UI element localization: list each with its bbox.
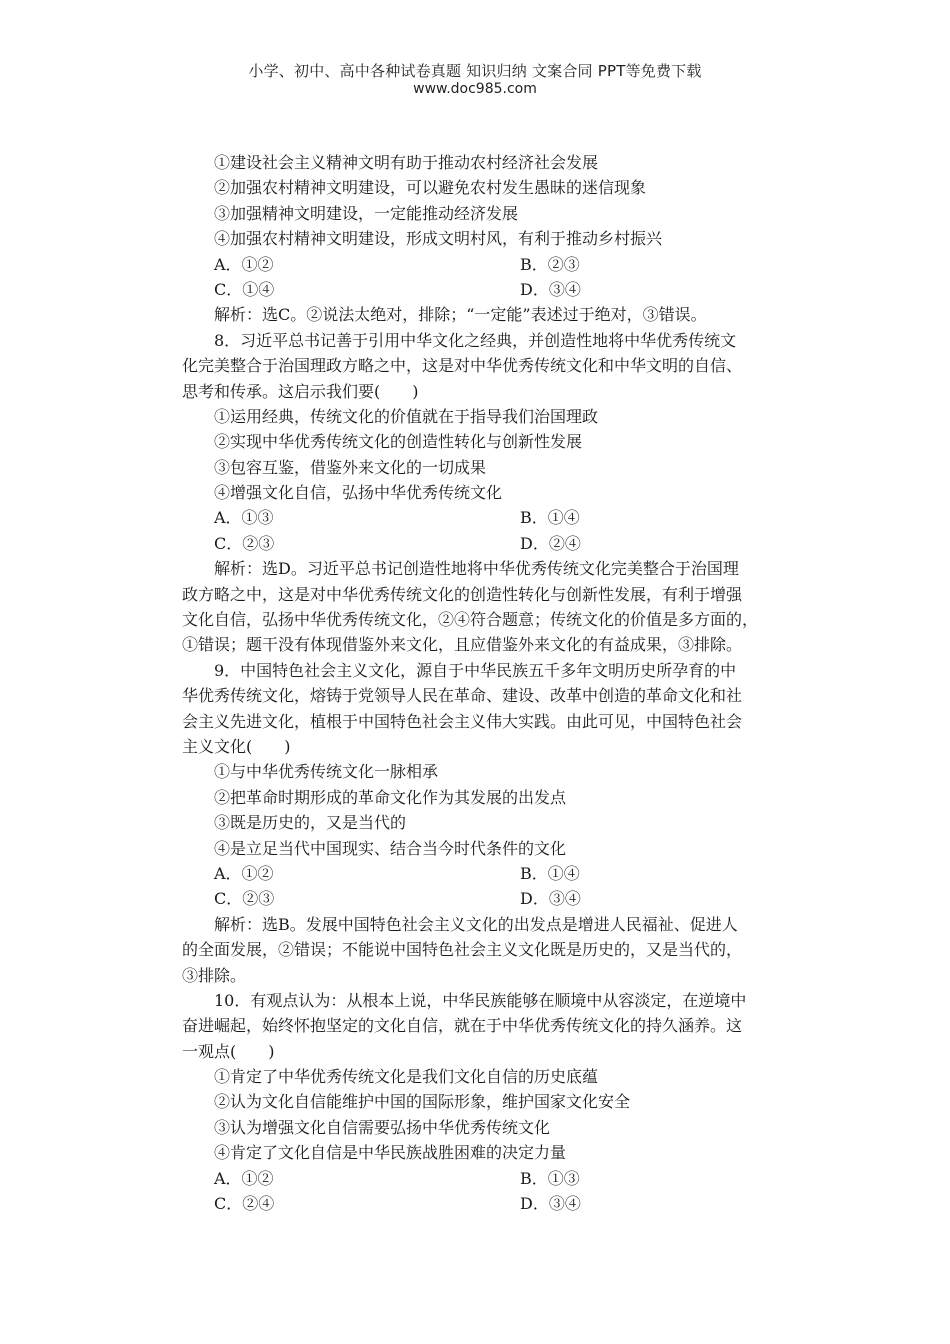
statement-item: ③认为增强文化自信需要弘扬中华优秀传统文化 [214, 1117, 551, 1137]
question-stem: 一观点( ) [182, 1041, 275, 1061]
option-a: A．①② [214, 1168, 274, 1188]
options-row [182, 1166, 784, 1191]
option-d: D．②④ [520, 533, 581, 553]
option-c: C．②③ [214, 889, 275, 909]
question-stem: 8．习近平总书记善于引用中华文化之经典，并创造性地将中华优秀传统文 [214, 330, 737, 350]
question-8 [182, 328, 784, 658]
analysis-text: 解析：选B。发展中国特色社会主义文化的出发点是增进人民福祉、促进人 [214, 914, 738, 934]
header-url[interactable]: www.doc985.com [413, 81, 537, 97]
statement-item: ④肯定了文化自信是中华民族战胜困难的决定力量 [214, 1143, 567, 1163]
statement-item: ④加强农村精神文明建设，形成文明村风，有利于推动乡村振兴 [214, 229, 663, 249]
options-row [182, 531, 784, 556]
page-header [0, 62, 950, 98]
statement-item: ①建设社会主义精神文明有助于推动农村经济社会发展 [214, 153, 599, 172]
statement-item: ②把革命时期形成的革命文化作为其发展的出发点 [214, 787, 567, 807]
question-7 [182, 150, 784, 328]
options-row [182, 505, 784, 530]
analysis-text: 文化自信，弘扬中华优秀传统文化，②④符合题意；传统文化的价值是多方面的， [182, 610, 759, 630]
question-stem: 会主义先进文化，植根于中国特色社会主义伟大实践。由此可见，中国特色社会 [182, 711, 743, 731]
statement-item: ③既是历史的，又是当代的 [214, 813, 407, 833]
question-stem: 化完美整合于治国理政方略之中，这是对中华优秀传统文化和中华文明的自信、 [182, 356, 743, 376]
analysis-text: 的全面发展，②错误；不能说中国特色社会主义文化既是历史的，又是当代的， [182, 940, 743, 960]
option-b: B．②③ [520, 254, 580, 274]
analysis-text: 解析：选C。②说法太绝对，排除；“一定能”表述过于绝对，③错误。 [214, 305, 707, 325]
question-stem: 10．有观点认为：从根本上说，中华民族能够在顺境中从容淡定，在逆境中 [214, 990, 747, 1010]
option-a: A．①② [214, 863, 274, 883]
option-a: A．①② [214, 254, 274, 274]
option-a: A．①③ [214, 508, 274, 528]
question-stem: 奋进崛起，始终怀抱坚定的文化自信，就在于中华优秀传统文化的持久涵养。这 [182, 1016, 743, 1036]
statement-item: ④是立足当代中国现实、结合当今时代条件的文化 [214, 838, 567, 858]
option-d: D．③④ [520, 889, 581, 909]
option-d: D．③④ [520, 1194, 581, 1214]
options-row [182, 886, 784, 911]
options-row [182, 252, 784, 277]
option-b: B．①④ [520, 508, 580, 528]
statement-item: ②认为文化自信能维护中国的国际形象，维护国家文化安全 [214, 1092, 631, 1112]
statement-item: ①运用经典，传统文化的价值就在于指导我们治国理政 [214, 406, 599, 426]
option-b: B．①④ [520, 863, 580, 883]
question-stem: 华优秀传统文化，熔铸于党领导人民在革命、建设、改革中创造的革命文化和社 [182, 686, 743, 706]
options-row [182, 861, 784, 886]
question-stem: 主义文化( ) [182, 736, 291, 756]
option-b: B．①③ [520, 1168, 580, 1188]
option-c: C．①④ [214, 279, 275, 299]
analysis-text: ③排除。 [182, 965, 247, 985]
statement-item: ③包容互鉴，借鉴外来文化的一切成果 [214, 457, 487, 477]
statement-item: ①与中华优秀传统文化一脉相承 [214, 762, 439, 782]
analysis-text: 解析：选D。习近平总书记创造性地将中华优秀传统文化完美整合于治国理 [214, 559, 739, 579]
statement-item: ④增强文化自信，弘扬中华优秀传统文化 [214, 483, 503, 503]
question-9 [182, 658, 784, 988]
document-body [182, 150, 784, 1216]
option-d: D．③④ [520, 279, 581, 299]
statement-item: ③加强精神文明建设，一定能推动经济发展 [214, 203, 519, 223]
analysis-text: 政方略之中，这是对中华优秀传统文化的创造性转化与创新性发展，有利于增强 [182, 584, 743, 604]
options-row [182, 277, 784, 302]
option-c: C．②③ [214, 533, 275, 553]
statement-item: ②加强农村精神文明建设，可以避免农村发生愚昧的迷信现象 [214, 178, 647, 198]
question-10 [182, 988, 784, 1217]
statement-item: ②实现中华优秀传统文化的创造性转化与创新性发展 [214, 432, 583, 452]
question-stem: 9．中国特色社会主义文化，源自于中华民族五千多年文明历史所孕育的中 [214, 660, 737, 680]
analysis-text: ①错误；题干没有体现借鉴外来文化，且应借鉴外来文化的有益成果，③排除。 [182, 635, 743, 655]
statement-item: ①肯定了中华优秀传统文化是我们文化自信的历史底蕴 [214, 1067, 599, 1087]
question-stem: 思考和传承。这启示我们要( ) [182, 381, 419, 401]
option-c: C．②④ [214, 1194, 275, 1214]
header-title: 小学、初中、高中各种试卷真题 知识归纳 文案合同 PPT等免费下载 [248, 62, 702, 80]
options-row [182, 1191, 784, 1216]
